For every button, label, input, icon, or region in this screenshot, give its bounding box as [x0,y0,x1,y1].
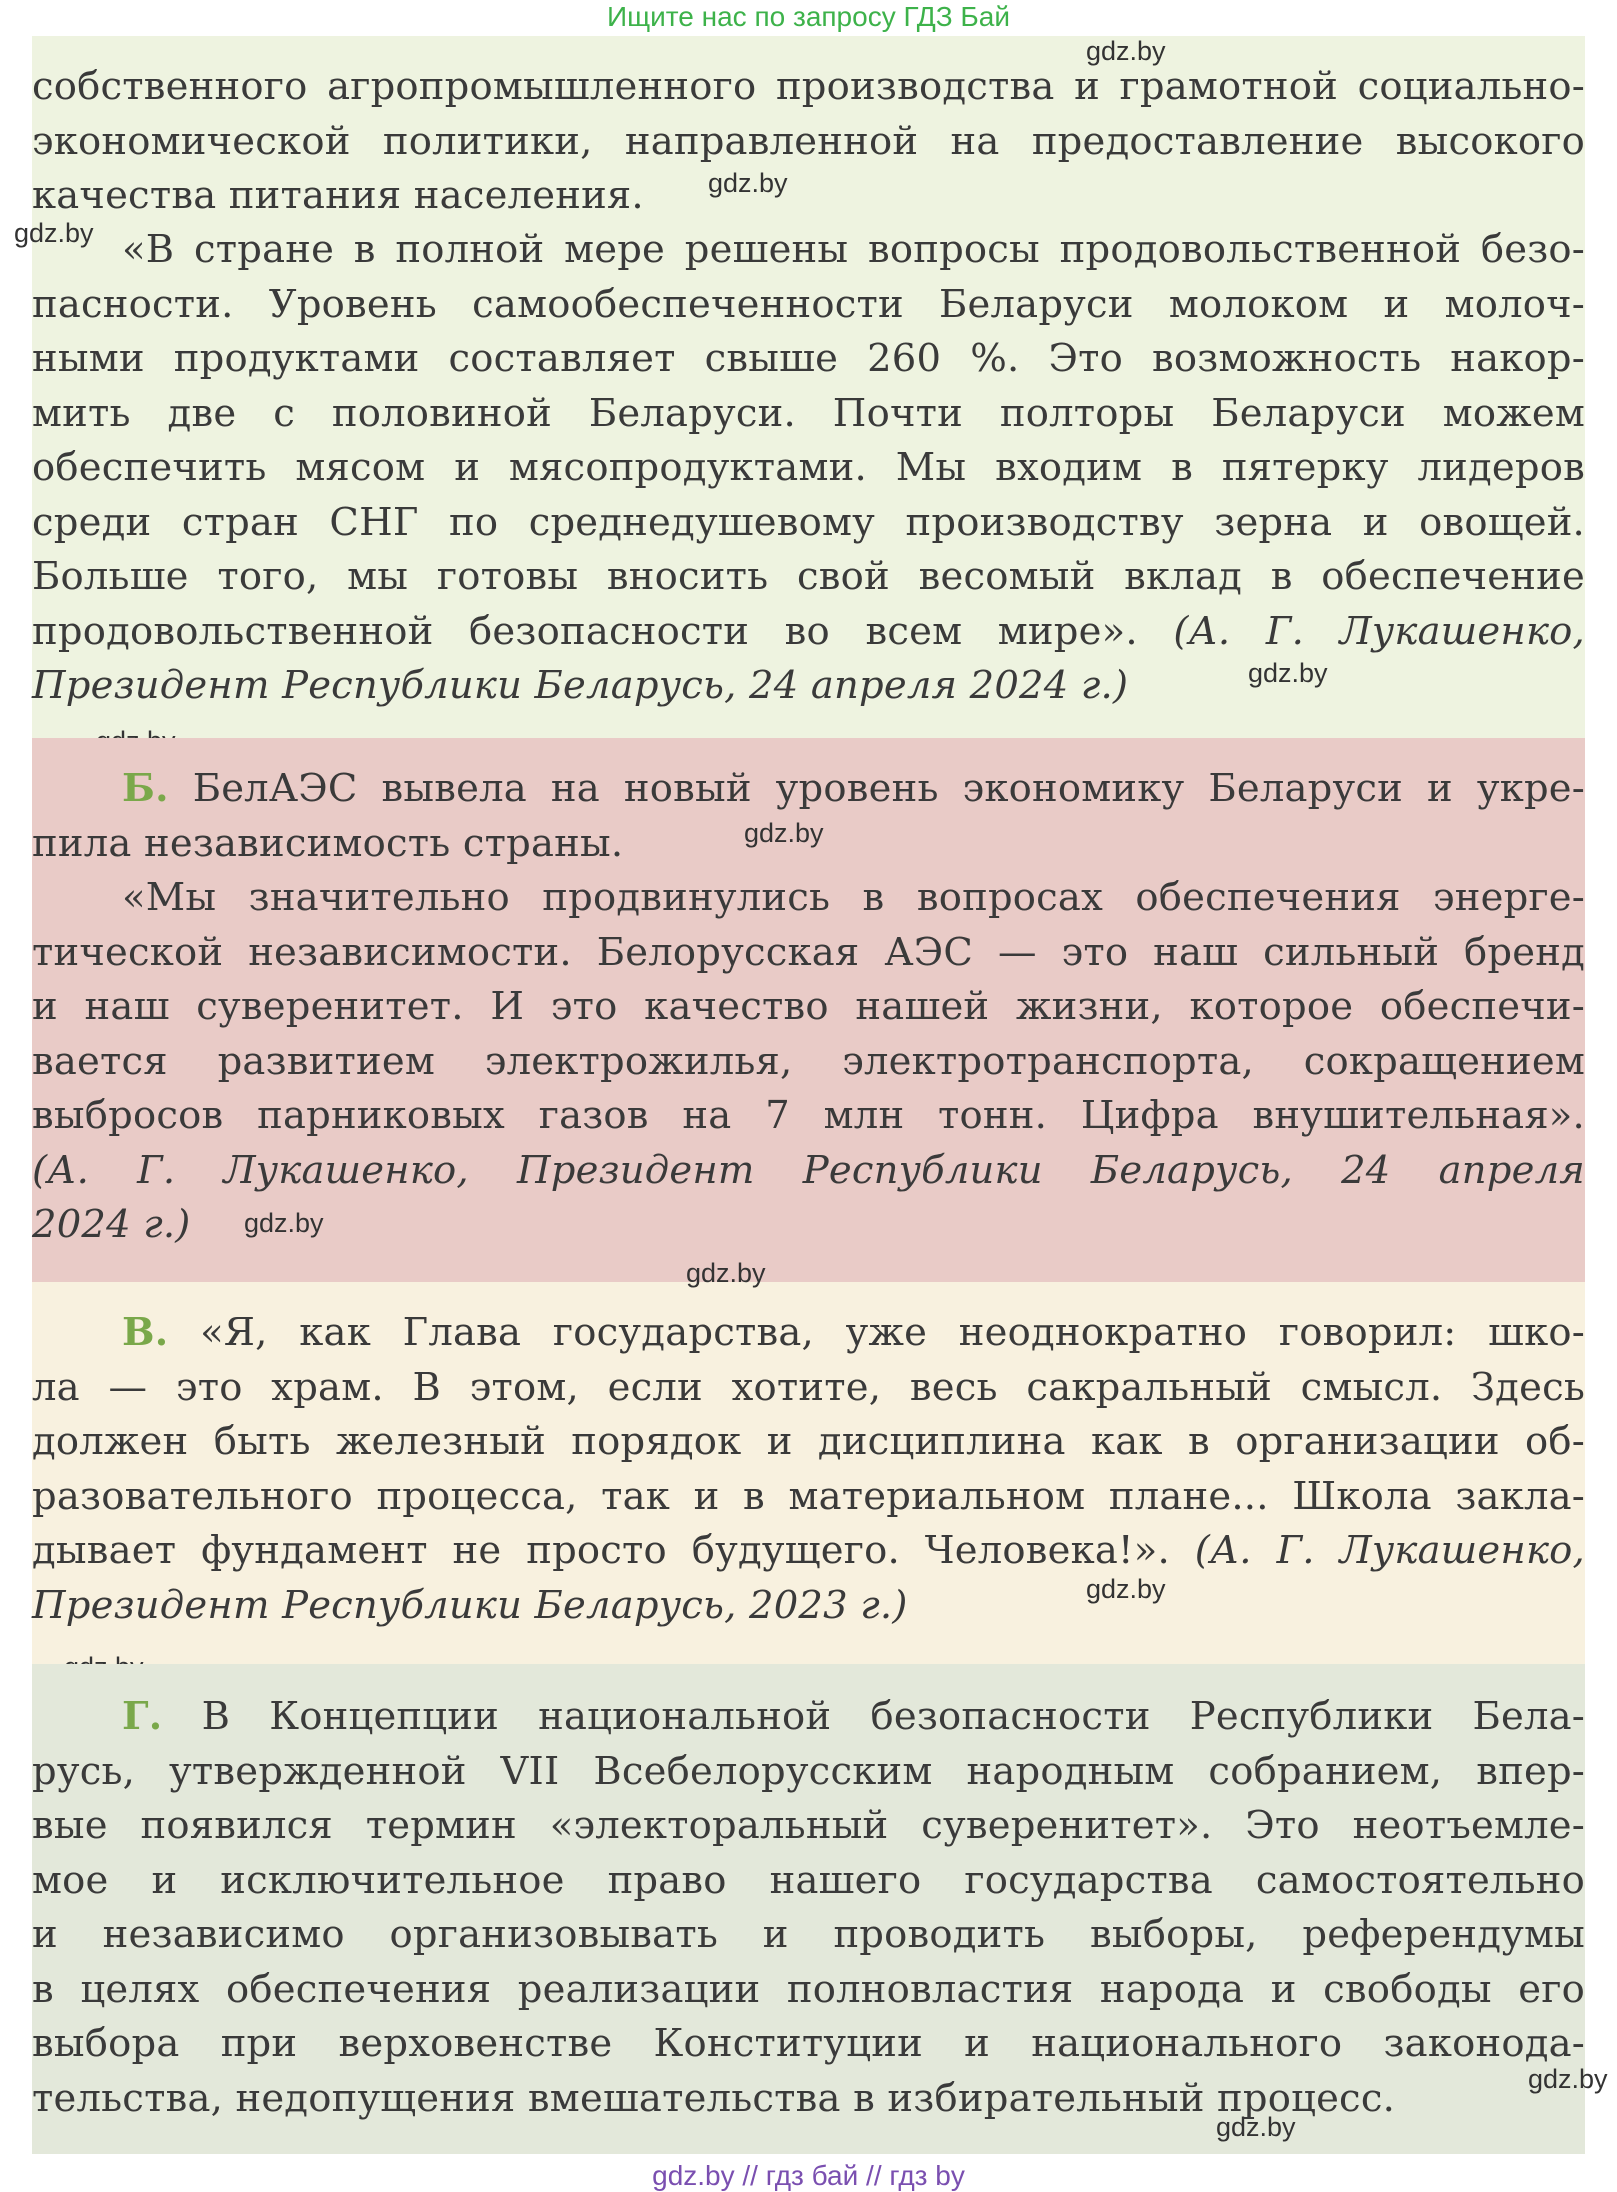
watermark: gdz.by [686,1258,766,1288]
text-line: тической независимости. Белорусская АЭС — это наш сильный бренд [32,929,1585,975]
paragraph-d [32,1690,1585,2126]
text-line: пила независимость страны. [32,820,624,866]
text-line: собственного агропромышленного производства и грамотной социально- [32,64,1585,109]
watermark: gdz.by [14,218,94,248]
citation-line: 2024 г.) [32,1202,191,1247]
section-a [14,36,1585,738]
section-c [32,1258,1585,1664]
text-line: ными продуктами составляет свыше 260 %. Это возможность накор- [32,336,1585,381]
watermark: gdz.by [1248,658,1328,688]
citation: (А. Г. Лукашенко, [1194,1528,1585,1573]
text-line: вается развитием электрожилья, электротранспорта, сокращением [32,1038,1585,1084]
text-line: качества питания населения. [32,173,644,218]
quote-text: дывает фундамент не просто будущего. Человека!». [32,1528,1170,1573]
text-line: Больше того, мы готовы вносить свой весомый вклад в обеспечение [32,554,1585,599]
text-line: «Мы значительно продвинулись в вопросах обеспечения энерге- [122,875,1585,920]
citation-line: Президент Республики Беларусь, 24 апреля 2024 г.) [32,663,1129,708]
intro-text: «Я, как Глава государства, уже неоднократно говорил: шко- [200,1310,1585,1355]
text-line [32,1690,1585,1745]
paragraph-a-intro [32,60,1585,224]
text-line: «В стране в полной мере решены вопросы продовольственной безо- [122,227,1585,272]
watermark: gdz.by [1086,36,1166,66]
text-line: обеспечить мясом и мясопродуктами. Мы входим в пятерку лидеров [32,445,1585,490]
text-line: выбросов парниковых газов на 7 млн тонн. Цифра внушительная». [32,1093,1585,1138]
text-line: разовательного процесса, так и в материальном плане... Школа закла- [32,1473,1585,1519]
watermark: gdz.by [1216,2112,1296,2142]
text-line [32,1524,1585,1579]
section-letter: Г. [122,1694,163,1739]
intro-text: БелАЭС вывела на новый уровень экономику Беларуси и укре- [192,766,1585,811]
watermark: gdz.by [708,168,788,198]
citation-line: (А. Г. Лукашенко, Президент Республики Беларусь, 24 апреля [32,1147,1585,1193]
quote-text: продовольственной безопасности во всем мире». [32,608,1138,654]
watermark: gdz.by [744,818,824,848]
text-line: должен быть железный порядок и дисциплина как в организации об- [32,1419,1585,1464]
paragraph-a-quote [32,223,1585,714]
watermark: gdz.by [1086,1574,1166,1604]
paragraph-b-quote [32,871,1585,1253]
citation: (А. Г. Лукашенко, [1173,608,1585,654]
watermark: gdz.by [1528,2064,1608,2094]
text-line: выбора при верховенстве Конституции и национального законода- [32,2021,1585,2066]
text-line: и независимо организовывать и проводить выборы, референдумы [32,1912,1585,1957]
section-b [32,738,1585,1282]
text-line [32,762,1585,817]
section-letter: В. [122,1310,169,1355]
text-line: мить две с половиной Беларуси. Почти полторы Беларуси можем [32,390,1585,436]
citation-line: Президент Республики Беларусь, 2023 г.) [32,1582,908,1628]
text-line: пасности. Уровень самообеспеченности Беларуси молоком и молоч- [32,281,1585,327]
text-line: в целях обеспечения реализации полновластия народа и свободы его [32,1966,1585,2012]
text-line [32,605,1585,660]
text-line [32,1306,1585,1361]
text-line: среди стран СНГ по среднедушевому производству зерна и овощей. [32,499,1585,545]
watermark: gdz.by [244,1208,324,1238]
intro-text: В Концепции национальной безопасности Республики Бела- [201,1694,1585,1739]
section-d [32,1664,1608,2154]
section-letter: Б. [122,766,169,811]
text-line: ла — это храм. В этом, если хотите, весь сакральный смысл. Здесь [32,1364,1585,1410]
text-line: экономической политики, направленной на предоставление высокого [32,118,1585,164]
text-line: русь, утвержденной VII Всебелорусским народным собранием, впер- [32,1748,1585,1794]
paragraph-b-intro [32,762,1585,871]
text-line: мое и исключительное право нашего государства самостоятельно [32,1857,1585,1903]
bottom-banner[interactable]: gdz.by // гдз бай // гдз by [652,2160,965,2191]
text-line: тельства, недопущения вмешательства в избирательный процесс. [32,2075,1396,2121]
text-line: вые появился термин «электоральный суверенитет». Это неотъемле- [32,1803,1585,1848]
paragraph-c [32,1306,1585,1633]
text-line: и наш суверенитет. И это качество нашей жизни, которое обеспечи- [32,984,1585,1029]
top-banner[interactable]: Ищите нас по запросу ГДЗ Бай [606,1,1011,32]
